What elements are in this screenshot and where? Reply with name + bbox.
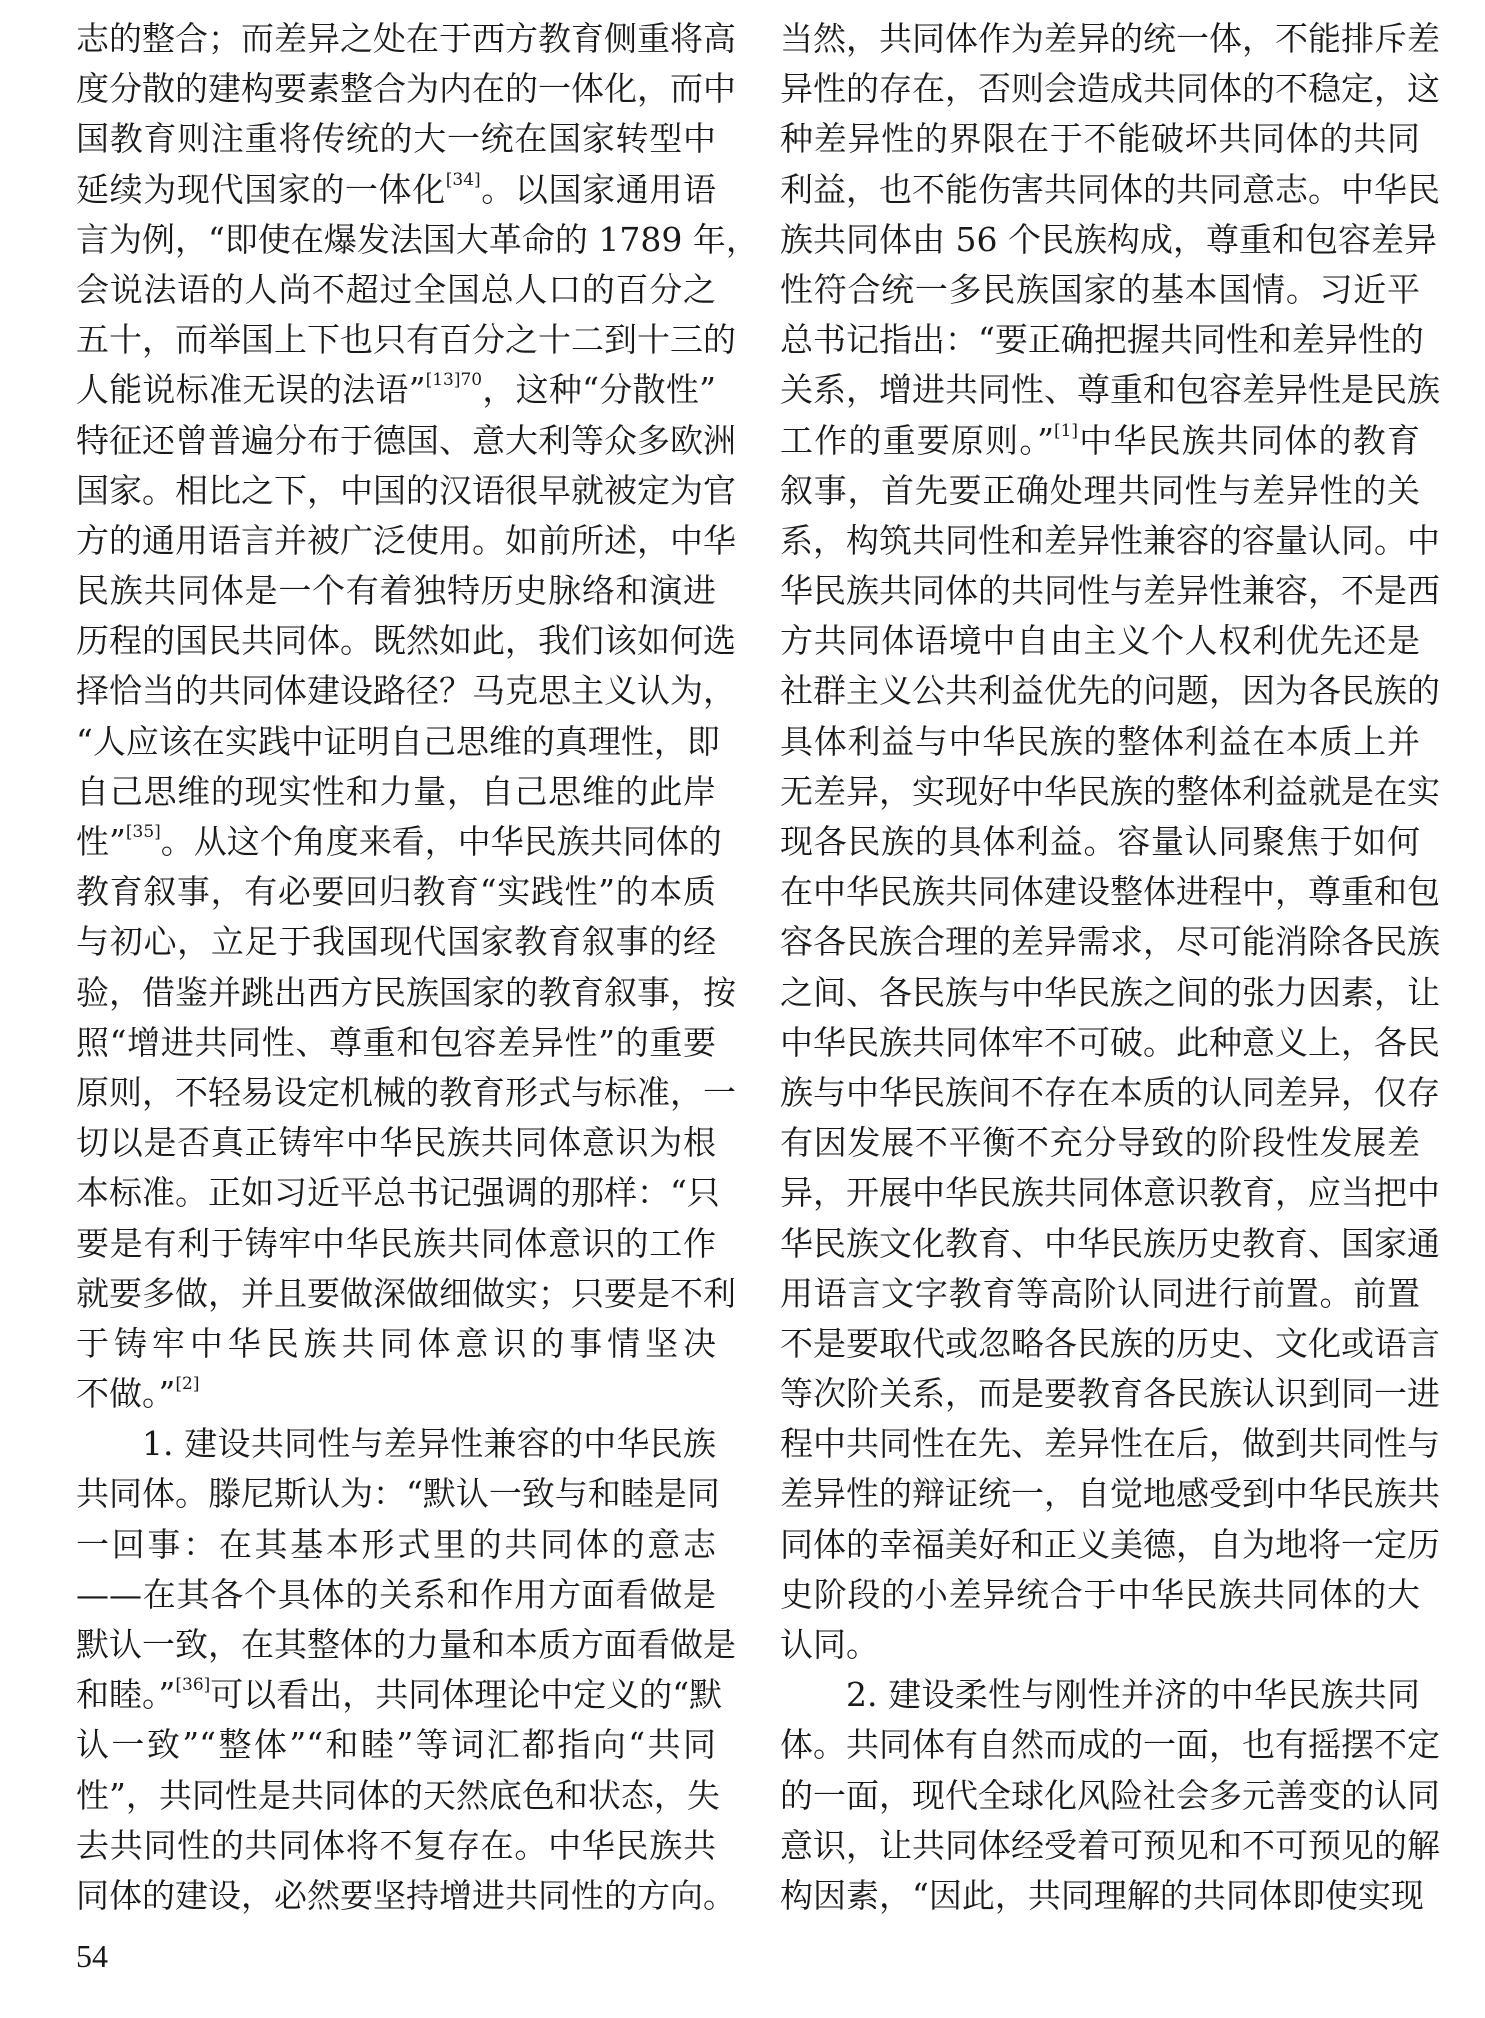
text-line — [780, 1620, 1420, 1670]
line-text: 中华民族共同体牢不可破。此种意义上，各民 — [780, 1022, 1440, 1062]
text-line — [76, 566, 716, 616]
line-text: 国教育则注重将传统的大一统在国家转型中 — [76, 119, 716, 159]
text-line — [76, 365, 716, 415]
line-text: 叙事，首先要正确处理共同性与差异性的关 — [780, 470, 1420, 510]
line-text: 度分散的建构要素整合为内在的一体化，而中 — [76, 69, 736, 109]
text-line — [780, 64, 1440, 114]
line-text: 关系，增进共同性、尊重和包容差异性是民族 — [780, 370, 1440, 410]
citation-mark: [2] — [175, 1374, 200, 1395]
text-line — [76, 1871, 736, 1921]
line-text: 等次阶关系，而是要教育各民族认识到同一进 — [780, 1374, 1440, 1414]
text-line — [780, 817, 1420, 867]
line-text: 容各民族合理的差异需求，尽可能消除各民族 — [780, 922, 1440, 962]
text-line — [76, 817, 722, 867]
text-line — [76, 165, 716, 215]
citation-mark: [13]70 — [425, 370, 483, 391]
text-line — [780, 666, 1440, 716]
line-text: 当然，共同体作为差异的统一体，不能排斥差 — [780, 19, 1440, 58]
line-text: 言为例，“即使在爆发法国大革命的 1789 年， — [76, 219, 759, 259]
line-text: 和睦。” — [76, 1675, 176, 1715]
line-text: 认同。 — [780, 1625, 879, 1664]
text-line — [76, 1369, 716, 1419]
text-line — [780, 315, 1424, 365]
text-line — [780, 1168, 1440, 1218]
text-line — [76, 516, 736, 566]
text-line — [76, 215, 759, 265]
text-line — [780, 14, 1440, 64]
line-text: 程中共同性在先、差异性在后，做到共同性与 — [780, 1424, 1440, 1464]
line-text: 在中华民族共同体建设整体进程中，尊重和包 — [780, 872, 1440, 912]
text-line — [76, 1469, 720, 1519]
text-line — [780, 365, 1440, 415]
line-text: 体。共同体有自然而成的一面，也有摇摆不定 — [780, 1725, 1440, 1765]
line-text: 志的整合；而差异之处在于西方教育侧重将高 — [76, 19, 736, 58]
line-text: 切以是否真正铸牢中华民族共同体意识为根 — [76, 1123, 716, 1163]
text-line — [780, 1821, 1440, 1871]
text-line — [780, 516, 1440, 566]
line-text: 之间、各民族与中华民族之间的张力因素，让 — [780, 972, 1440, 1012]
text-line — [76, 1821, 716, 1871]
line-text: 系，构筑共同性和差异性兼容的容量认同。中 — [780, 520, 1440, 560]
line-text: 不是要取代或忽略各民族的历史、文化或语言 — [780, 1323, 1440, 1363]
line-text: ——在其各个具体的关系和作用方面看做是 — [76, 1574, 716, 1614]
text-line — [780, 1871, 1424, 1921]
text-line — [76, 265, 716, 315]
text-line — [76, 416, 736, 466]
line-text: 方的通用语言并被广泛使用。如前所述，中华 — [76, 520, 736, 560]
text-line — [76, 1068, 736, 1118]
text-line — [780, 616, 1420, 666]
line-text: 无差异，实现好中华民族的整体利益就是在实 — [780, 771, 1440, 811]
line-text: 自己思维的现实性和力量，自己思维的此岸 — [76, 771, 716, 811]
line-text: 性” — [76, 822, 126, 861]
text-line — [76, 717, 720, 767]
text-line — [780, 215, 1437, 265]
text-line — [76, 1771, 720, 1821]
line-text: 2. 建设柔性与刚性并济的中华民族共同 — [846, 1675, 1420, 1715]
text-line — [780, 1018, 1440, 1068]
text-line — [76, 616, 736, 666]
text-line — [780, 416, 1420, 466]
text-line — [780, 1319, 1440, 1369]
line-text: 认一致”“整体”“和睦”等词汇都指向“共同 — [76, 1725, 716, 1765]
line-text: 具体利益与中华民族的整体利益在本质上并 — [780, 721, 1420, 761]
line-text: 工作的重要原则。” — [780, 420, 1054, 460]
citation-mark: [36] — [175, 1675, 211, 1696]
line-text: 异性的存在，否则会造成共同体的不稳定，这 — [780, 69, 1440, 109]
text-line — [780, 1720, 1440, 1770]
text-line — [780, 1670, 1420, 1720]
line-text: 构因素，“因此，共同理解的共同体即使实现 — [780, 1875, 1424, 1915]
text-line — [76, 1269, 736, 1319]
line-text: 性符合统一多民族国家的基本国情。习近平 — [780, 269, 1420, 309]
line-text: 验，借鉴并跳出西方民族国家的教育叙事，按 — [76, 972, 736, 1012]
line-text: 国家。相比之下，中国的汉语很早就被定为官 — [76, 470, 736, 510]
citation-mark: [35] — [125, 822, 161, 842]
line-text: 意识，让共同体经受着可预见和不可预见的解 — [780, 1825, 1440, 1865]
text-line — [780, 1469, 1440, 1519]
line-text: 于铸牢中华民族共同体意识的事情坚决 — [76, 1323, 716, 1363]
line-text: 华民族文化教育、中华民族历史教育、国家通 — [780, 1223, 1440, 1263]
line-text: 不做。” — [76, 1374, 176, 1414]
text-line — [76, 1520, 716, 1570]
text-line — [780, 917, 1440, 967]
line-text: 五十，而举国上下也只有百分之十二到十三的 — [76, 320, 736, 360]
line-text: 本标准。正如习近平总书记强调的那样：“只 — [76, 1173, 720, 1213]
text-line — [76, 767, 716, 817]
line-text: 社群主义公共利益优先的问题，因为各民族的 — [780, 671, 1440, 711]
line-text: 总书记指出：“要正确把握共同性和差异性的 — [780, 320, 1424, 360]
text-line — [780, 717, 1420, 767]
text-line — [780, 566, 1440, 616]
line-text: 照“增进共同性、尊重和包容差异性”的重要 — [76, 1022, 716, 1062]
text-line — [780, 165, 1440, 215]
text-line — [76, 1018, 716, 1068]
line-text: 共同体。滕尼斯认为：“默认一致与和睦是同 — [76, 1474, 720, 1514]
line-text: 族与中华民族间不存在本质的认同差异，仅存 — [780, 1072, 1440, 1112]
left-column — [76, 14, 759, 1921]
right-column — [780, 14, 1440, 1921]
text-line — [780, 466, 1420, 516]
text-line — [76, 1319, 716, 1369]
text-line — [76, 867, 716, 917]
line-text: 性”，共同性是共同体的天然底色和状态，失 — [76, 1775, 720, 1815]
text-line — [76, 1670, 723, 1720]
line-text: 就要多做，并且要做深做细做实；只要是不利 — [76, 1273, 736, 1313]
text-line — [76, 1118, 716, 1168]
text-line — [780, 1369, 1440, 1419]
text-line — [780, 1520, 1440, 1570]
text-line — [76, 466, 736, 516]
text-line — [780, 1269, 1420, 1319]
text-line — [76, 114, 716, 164]
text-line — [780, 1771, 1440, 1821]
line-text: 现各民族的具体利益。容量认同聚焦于如何 — [780, 822, 1420, 861]
line-text: 1. 建设共同性与差异性兼容的中华民族 — [142, 1424, 716, 1464]
line-text: 去共同性的共同体将不复存在。中华民族共 — [76, 1825, 716, 1865]
text-line — [76, 1570, 716, 1620]
text-line — [780, 265, 1420, 315]
line-text: “人应该在实践中证明自己思维的真理性，即 — [76, 721, 720, 761]
citation-mark: [1] — [1053, 420, 1079, 441]
text-line — [780, 968, 1440, 1018]
line-text: 会说法语的人尚不超过全国总人口的百分之 — [76, 269, 716, 309]
line-text: 的一面，现代全球化风险社会多元善变的认同 — [780, 1775, 1440, 1815]
line-text: 华民族共同体的共同性与差异性兼容，不是西 — [780, 571, 1440, 611]
line-text-continued: 中华民族共同体的教育 — [1078, 420, 1421, 460]
text-line — [780, 1219, 1440, 1269]
text-line — [780, 1068, 1440, 1118]
text-line — [780, 867, 1440, 917]
line-text: 历程的国民共同体。既然如此，我们该如何选 — [76, 621, 736, 661]
line-text: 要是有利于铸牢中华民族共同体意识的工作 — [76, 1223, 716, 1263]
line-text: 原则，不轻易设定机械的教育形式与标准，一 — [76, 1072, 736, 1112]
text-line — [780, 1419, 1440, 1469]
line-text: 一回事：在其基本形式里的共同体的意志 — [76, 1524, 716, 1564]
line-text: 默认一致，在其整体的力量和本质方面看做是 — [76, 1625, 736, 1664]
line-text: 择恰当的共同体建设路径？马克思主义认为， — [76, 671, 736, 711]
line-text: 异，开展中华民族共同体意识教育，应当把中 — [780, 1173, 1440, 1213]
text-line — [76, 64, 736, 114]
line-text: 史阶段的小差异统合于中华民族共同体的大 — [780, 1574, 1420, 1614]
line-text-continued: 。以国家通用语 — [480, 169, 717, 209]
text-line — [780, 114, 1420, 164]
text-line — [76, 666, 736, 716]
line-text: 同体的幸福美好和正义美德，自为地将一定历 — [780, 1524, 1440, 1564]
page-number: 54 — [76, 1938, 108, 1974]
line-text: 族共同体由 56 个民族构成，尊重和包容差异 — [780, 219, 1437, 259]
text-line — [780, 1118, 1420, 1168]
text-line — [76, 1168, 720, 1218]
line-text: 用语言文字教育等高阶认同进行前置。前置 — [780, 1273, 1420, 1313]
text-line — [76, 968, 736, 1018]
text-line — [76, 1419, 716, 1469]
text-line — [780, 767, 1440, 817]
line-text-continued: 可以看出，共同体理论中定义的“默 — [210, 1675, 723, 1715]
text-line — [76, 1219, 716, 1269]
line-text: 与初心，立足于我国现代国家教育叙事的经 — [76, 922, 716, 962]
text-line — [780, 1570, 1420, 1620]
line-text: 方共同体语境中自由主义个人权利优先还是 — [780, 621, 1420, 661]
line-text-continued: ，这种“分散性” — [482, 370, 716, 410]
text-line — [76, 1620, 736, 1670]
line-text-continued: 。从这个角度来看，中华民族共同体的 — [160, 822, 722, 861]
text-line — [76, 1720, 716, 1770]
line-text: 利益，也不能伤害共同体的共同意志。中华民 — [780, 169, 1440, 209]
line-text: 教育叙事，有必要回归教育“实践性”的本质 — [76, 872, 716, 912]
text-line — [76, 315, 736, 365]
line-text: 延续为现代国家的一体化 — [76, 169, 446, 209]
line-text: 种差异性的界限在于不能破坏共同体的共同 — [780, 119, 1420, 159]
text-line — [76, 14, 736, 64]
line-text: 民族共同体是一个有着独特历史脉络和演进 — [76, 571, 716, 611]
citation-mark: [34] — [445, 169, 481, 190]
line-text: 人能说标准无误的法语” — [76, 370, 426, 410]
line-text: 差异性的辩证统一，自觉地感受到中华民族共 — [780, 1474, 1440, 1514]
line-text: 同体的建设，必然要坚持增进共同性的方向。 — [76, 1875, 736, 1915]
line-text: 有因发展不平衡不充分导致的阶段性发展差 — [780, 1123, 1420, 1163]
line-text: 特征还曾普遍分布于德国、意大利等众多欧洲 — [76, 420, 736, 460]
text-line — [76, 917, 716, 967]
